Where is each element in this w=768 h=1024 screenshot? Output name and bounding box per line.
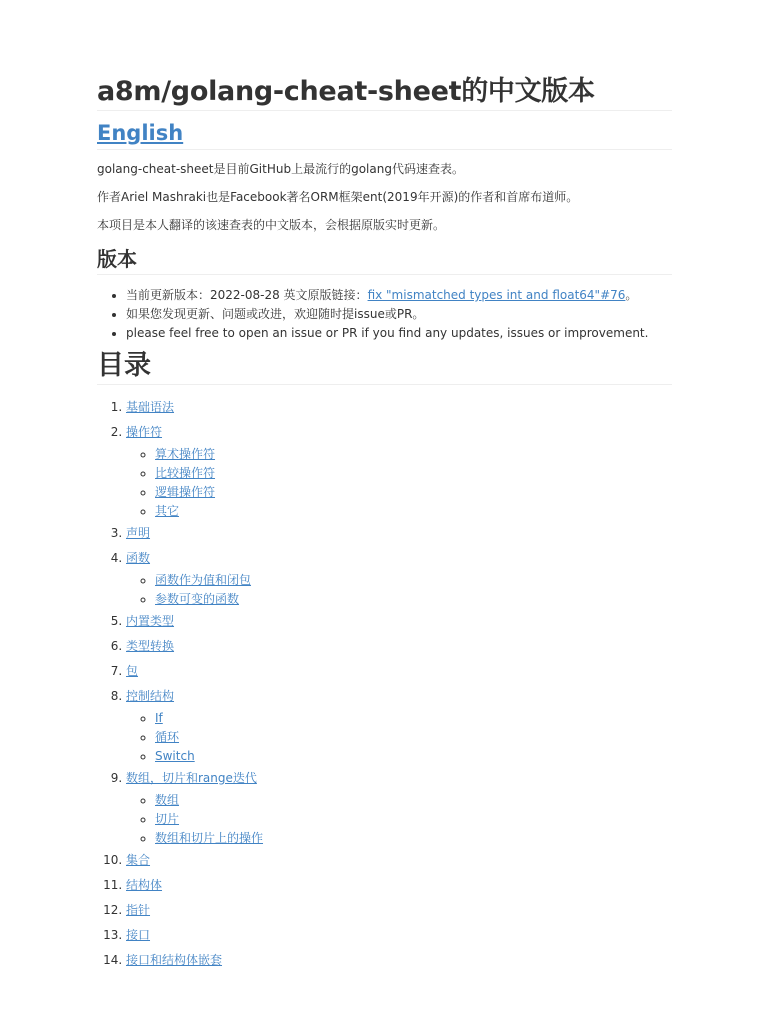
- toc-item: [126, 898, 672, 923]
- toc-subitem: [155, 709, 672, 728]
- version-item-feedback-en: • please feel free to open an issue or PR if you find any updates, issues or improvement.: [126, 324, 672, 343]
- toc-subitem: [155, 502, 672, 521]
- toc-link-switch[interactable]: Switch: [155, 749, 195, 763]
- intro-paragraph-1: golang-cheat-sheet是目前GitHub上最流行的golang代码速查表。: [97, 162, 464, 176]
- toc-link-other[interactable]: 其它: [155, 504, 180, 518]
- toc-subitem: [155, 728, 672, 747]
- toc-link-builtin-types[interactable]: 内置类型: [126, 614, 175, 628]
- upstream-commit-link[interactable]: fix "mismatched types int and float64"#76: [367, 288, 626, 302]
- toc-item: [126, 923, 672, 948]
- toc-link-comparison[interactable]: 比较操作符: [155, 466, 216, 480]
- toc-item: [126, 684, 672, 766]
- english-link[interactable]: English: [97, 121, 184, 145]
- toc-link-arrays[interactable]: 数组: [155, 793, 180, 807]
- toc-item: [126, 659, 672, 684]
- toc-item: [126, 521, 672, 546]
- toc-subitem: [155, 483, 672, 502]
- toc-item: [126, 609, 672, 634]
- toc-item: [126, 873, 672, 898]
- version-item-text: 当前更新版本：2022-08-28 英文原版链接：: [126, 288, 368, 302]
- toc-item: [126, 546, 672, 609]
- toc-link-pointers[interactable]: 指针: [126, 903, 151, 917]
- toc-link-loops[interactable]: 循环: [155, 730, 180, 744]
- intro-paragraph-2: 作者Ariel Mashraki也是Facebook著名ORM框架ent(2019年开源)的作者和首席布道师。: [97, 190, 579, 204]
- toc-link-packages[interactable]: 包: [126, 664, 139, 678]
- toc-link-declarations[interactable]: 声明: [126, 526, 151, 540]
- toc-sublist: [126, 445, 672, 521]
- toc-sublist: [126, 571, 672, 609]
- toc-subitem: [155, 464, 672, 483]
- toc-subitem: [155, 810, 672, 829]
- page-title: a8m/golang-cheat-sheet的中文版本: [97, 74, 672, 111]
- toc-item: [126, 420, 672, 521]
- toc-link-array-slice-ops[interactable]: 数组和切片上的操作: [155, 831, 264, 845]
- toc-link-arithmetic[interactable]: 算术操作符: [155, 447, 216, 461]
- toc-link-embedding[interactable]: 接口和结构体嵌套: [126, 953, 223, 967]
- document-page: [97, 74, 672, 973]
- toc-sublist: [126, 709, 672, 766]
- toc-item: [126, 848, 672, 873]
- toc-subitem: [155, 747, 672, 766]
- toc-link-maps[interactable]: 集合: [126, 853, 151, 867]
- toc-link-operators[interactable]: 操作符: [126, 425, 163, 439]
- toc-link-interfaces[interactable]: 接口: [126, 928, 151, 942]
- toc-link-slices[interactable]: 切片: [155, 812, 180, 826]
- version-item-current: [126, 286, 672, 305]
- toc-link-basic-syntax[interactable]: 基础语法: [126, 400, 175, 414]
- toc-subitem: [155, 590, 672, 609]
- toc-link-structs[interactable]: 结构体: [126, 878, 163, 892]
- toc-link-logical[interactable]: 逻辑操作符: [155, 485, 216, 499]
- toc-subitem: [155, 571, 672, 590]
- toc-item: [126, 766, 672, 848]
- toc-subitem: [155, 445, 672, 464]
- toc-link-functions[interactable]: 函数: [126, 551, 151, 565]
- toc-subitem: [155, 829, 672, 848]
- version-item-suffix: 。: [625, 288, 638, 302]
- toc-item: [126, 395, 672, 420]
- toc-link-if[interactable]: If: [155, 711, 163, 725]
- toc-item: [126, 948, 672, 973]
- toc-item: [126, 634, 672, 659]
- toc-link-arrays-slices[interactable]: 数组，切片和range迭代: [126, 771, 257, 785]
- toc-link-closures[interactable]: 函数作为值和闭包: [155, 573, 252, 587]
- version-item-feedback-cn: • 如果您发现更新、问题或改进，欢迎随时提issue或PR。: [126, 305, 672, 324]
- toc-link-variadic[interactable]: 参数可变的函数: [155, 592, 240, 606]
- toc-link-control-structures[interactable]: 控制结构: [126, 689, 175, 703]
- toc-sublist: [126, 791, 672, 848]
- english-heading: [97, 118, 672, 150]
- intro-paragraph-3: 本项目是本人翻译的该速查表的中文版本，会根据原版实时更新。: [97, 218, 446, 232]
- version-list: [97, 286, 672, 343]
- toc-subitem: [155, 791, 672, 810]
- version-heading: 版本: [97, 244, 672, 275]
- table-of-contents: [97, 395, 672, 973]
- toc-link-type-conversions[interactable]: 类型转换: [126, 639, 175, 653]
- toc-heading: 目录: [97, 348, 672, 385]
